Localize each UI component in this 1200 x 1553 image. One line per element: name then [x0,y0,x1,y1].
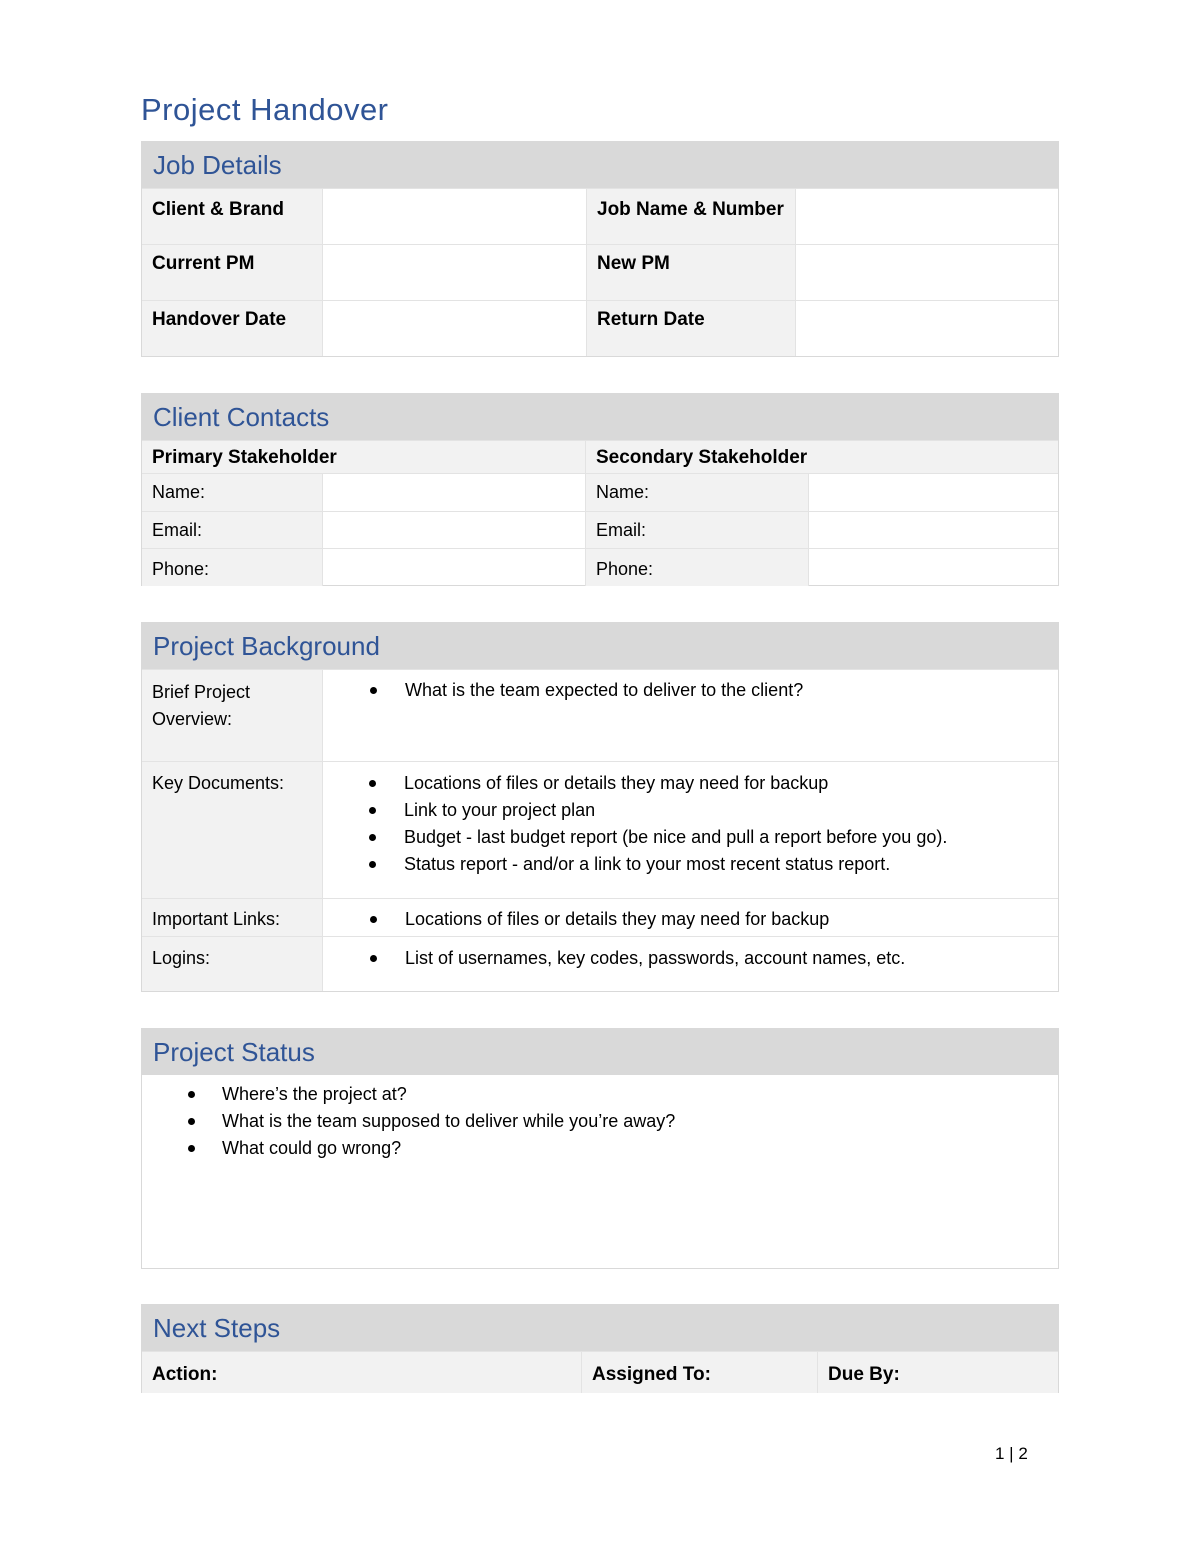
primary-phone-field[interactable] [322,549,585,586]
key-documents-label: Key Documents: [142,762,322,898]
client-contacts-heading: Client Contacts [142,394,1058,440]
client-brand-label: Client & Brand [142,189,322,244]
current-pm-field[interactable] [322,245,586,300]
assigned-to-column-header: Assigned To: [581,1352,817,1393]
project-background-section [141,622,1059,992]
stakeholder-header-row [142,440,1058,473]
primary-email-label: Email: [142,512,322,548]
job-details-heading: Job Details [142,142,1058,188]
list-item: Budget - last budget report (be nice and pull a report before you go). [323,824,1058,851]
primary-stakeholder-label: Primary Stakeholder [152,447,337,468]
action-column-header: Action: [152,1364,218,1385]
list-item: Link to your project plan [323,797,1058,824]
project-status-content[interactable] [142,1075,1058,1162]
primary-phone-label: Phone: [142,549,322,586]
list-item: Status report - and/or a link to your most recent status report. [323,851,1058,878]
primary-name-field[interactable] [322,474,585,511]
list-item: What could go wrong? [142,1135,1058,1162]
client-brand-field[interactable] [322,189,586,244]
project-status-heading: Project Status [142,1029,1058,1075]
background-row [142,898,1058,936]
client-contacts-section [141,393,1059,586]
list-item: What is the team expected to deliver to the client? [323,677,1058,703]
key-documents-content[interactable] [322,762,1058,898]
page-number: 1 | 2 [995,1444,1028,1463]
return-date-field[interactable] [795,301,1058,356]
primary-email-field[interactable] [322,512,585,548]
job-name-number-label: Job Name & Number [586,189,795,244]
background-row [142,669,1058,761]
list-item: Locations of files or details they may need for backup [323,906,1058,932]
job-details-row [142,300,1058,356]
new-pm-field[interactable] [795,245,1058,300]
secondary-name-label: Name: [585,474,808,511]
logins-label: Logins: [142,937,322,991]
background-row [142,936,1058,991]
handover-date-label: Handover Date [142,301,322,356]
next-steps-section [141,1304,1059,1393]
due-by-column-header: Due By: [817,1352,1058,1393]
important-links-label: Important Links: [142,899,322,936]
important-links-content[interactable] [322,899,1058,936]
secondary-phone-field[interactable] [808,549,1058,586]
project-status-section [141,1028,1059,1269]
secondary-stakeholder-label: Secondary Stakeholder [585,441,1058,473]
brief-overview-label: Brief Project Overview: [142,670,322,761]
contact-row [142,473,1058,511]
list-item: Where’s the project at? [142,1081,1058,1108]
secondary-phone-label: Phone: [585,549,808,586]
job-name-number-field[interactable] [795,189,1058,244]
current-pm-label: Current PM [142,245,322,300]
handover-date-field[interactable] [322,301,586,356]
primary-name-label: Name: [142,474,322,511]
background-row [142,761,1058,898]
secondary-name-field[interactable] [808,474,1058,511]
return-date-label: Return Date [586,301,795,356]
list-item: List of usernames, key codes, passwords, account names, etc. [323,945,1058,971]
project-background-heading: Project Background [142,623,1058,669]
brief-overview-content[interactable] [322,670,1058,761]
page-title: Project Handover [141,92,389,127]
job-details-section [141,141,1059,357]
next-steps-header-row [142,1351,1058,1393]
next-steps-heading: Next Steps [142,1305,1058,1351]
logins-content[interactable] [322,937,1058,991]
list-item: Locations of files or details they may need for backup [323,770,1058,797]
secondary-email-label: Email: [585,512,808,548]
list-item: What is the team supposed to deliver while you’re away? [142,1108,1058,1135]
job-details-row [142,244,1058,300]
contact-row [142,548,1058,586]
job-details-row [142,188,1058,244]
secondary-email-field[interactable] [808,512,1058,548]
new-pm-label: New PM [586,245,795,300]
contact-row [142,511,1058,548]
